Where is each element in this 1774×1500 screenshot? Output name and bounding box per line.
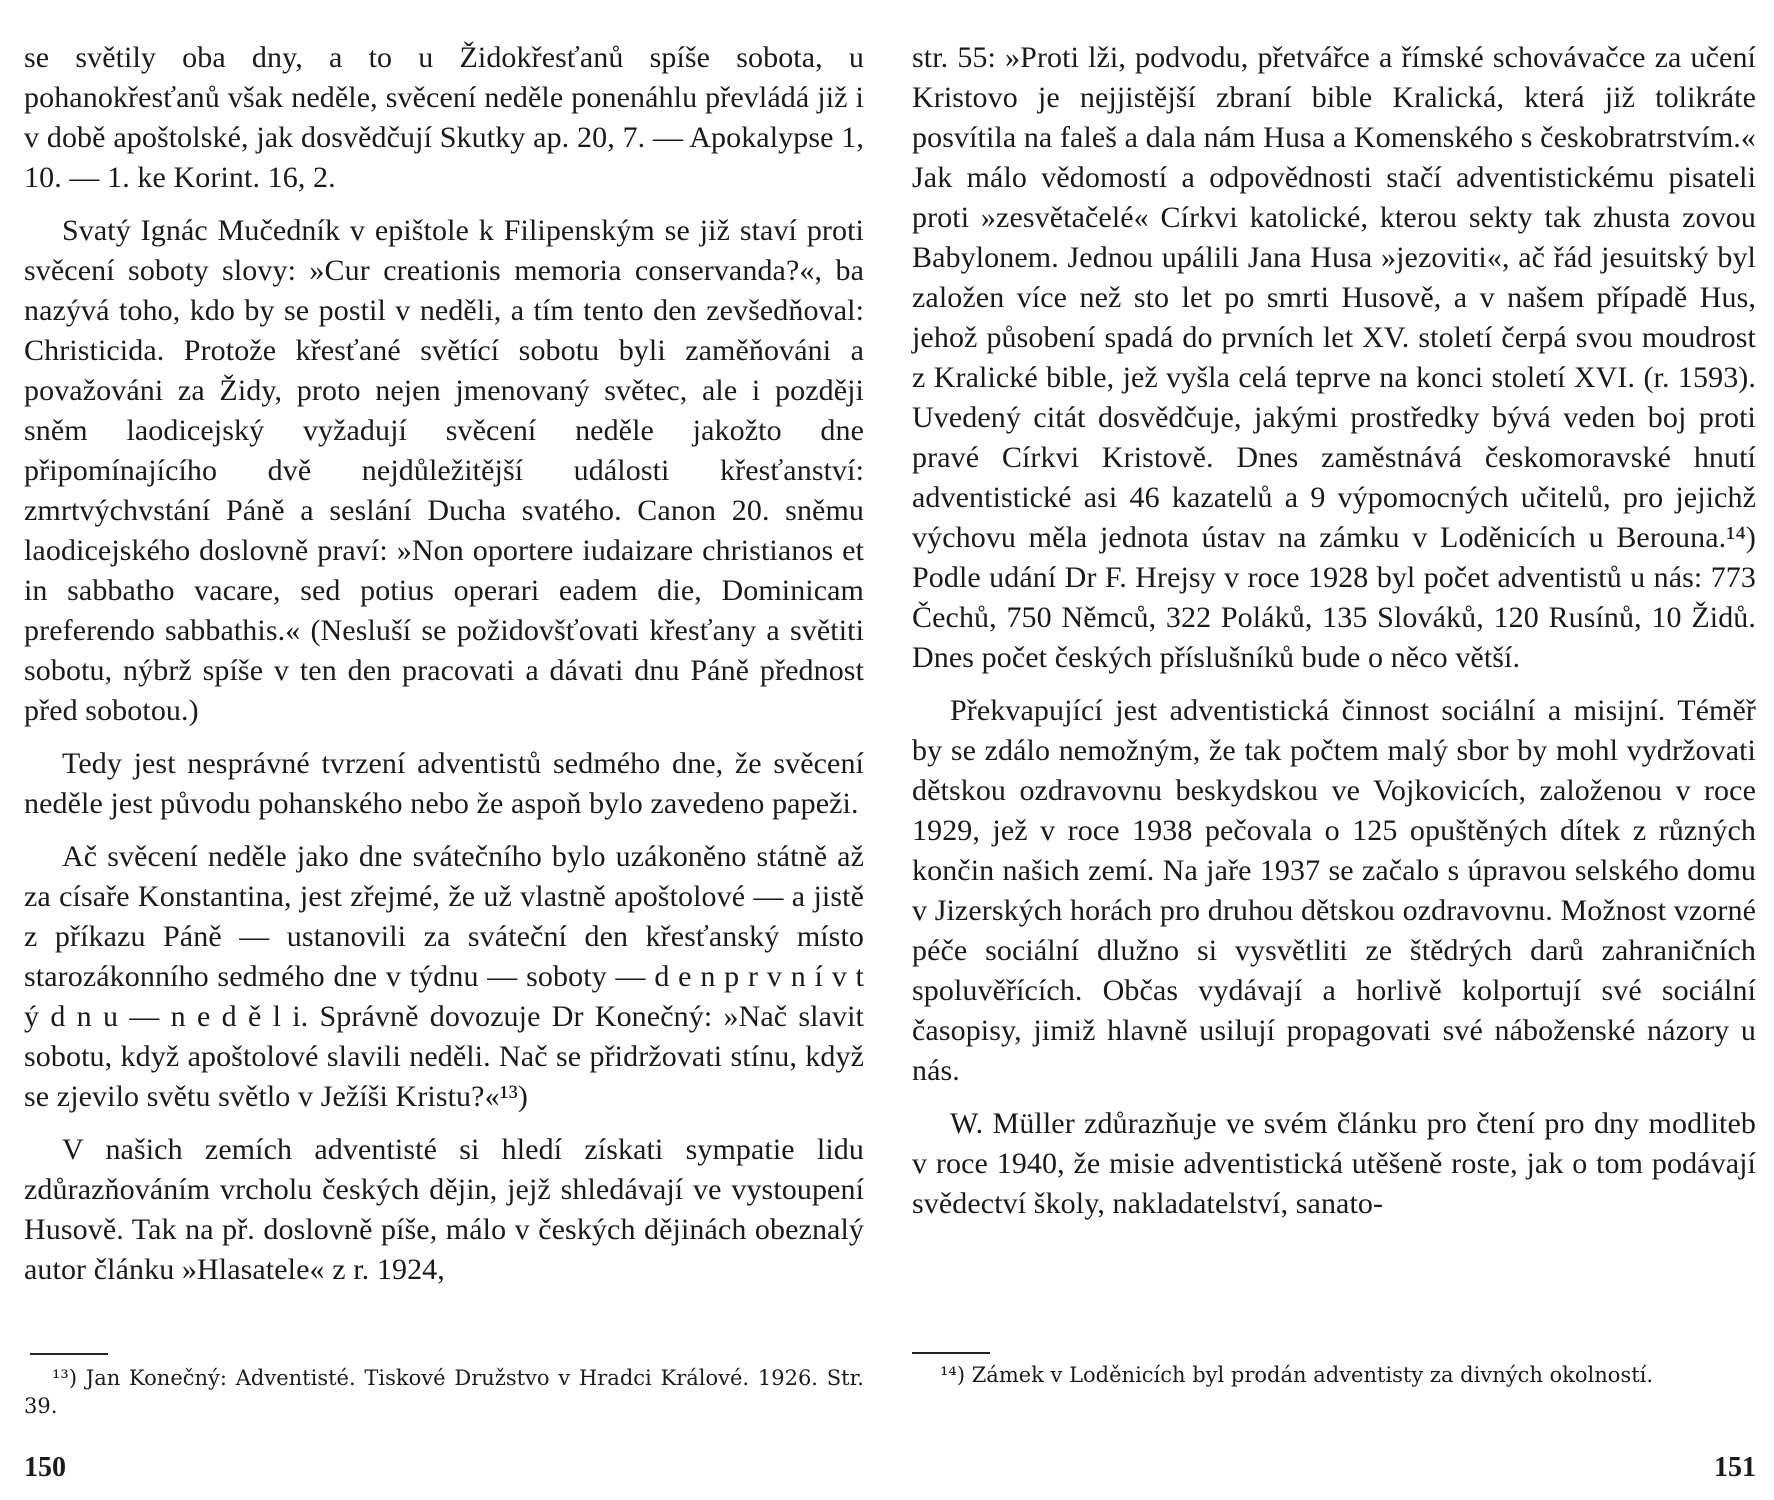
left-page xyxy=(24,0,864,1500)
right-page-number: 151 xyxy=(1714,1452,1756,1483)
right-body-text xyxy=(912,38,1756,1237)
left-footnote: ¹³) Jan Konečný: Adventisté. Tiskové Družstvo v Hradci Králové. 1926. Str. 39. xyxy=(24,1366,864,1418)
right-footnote: ¹⁴) Zámek v Loděnicích byl prodán adventisty za divných okolností. xyxy=(940,1363,1654,1387)
right-footnote-rule xyxy=(912,1352,990,1354)
left-paragraph-4: Ač svěcení neděle jako dne svátečního bylo uzákoněno státně až za císaře Konstantina, jest zřejmé, že už vlastně apoštolové — a jistě z příkazu Páně — ustanovili za sváteční den křesťanský místo starozákonního sedmého dne v týdnu — soboty — d e n p r v n í v t ý d n u — n e d ě l i. Správně dovozuje Dr Konečný: »Nač slavit sobotu, když apoštolové slavili neděli. Nač se přidržovati stínu, když se zjevilo světu světlo v Ježíši Kristu?«¹³) xyxy=(24,840,864,1113)
left-page-number: 150 xyxy=(24,1452,66,1483)
left-paragraph-5: V našich zemích adventisté si hledí získati sympatie lidu zdůrazňováním vrcholu českých dějin, jejž shledávají ve vystoupení Husově. Tak na př. doslovně píše, málo v českých dějinách obeznalý autor článku »Hlasatele« z r. 1924, xyxy=(24,1133,864,1286)
right-page xyxy=(912,0,1756,1500)
right-paragraph-3: W. Müller zdůrazňuje ve svém článku pro čtení pro dny modliteb v roce 1940, že misie adventistická utěšeně roste, jak o tom podávají svědectví školy, nakladatelství, sanato- xyxy=(912,1107,1756,1220)
right-paragraph-2: Překvapující jest adventistická činnost sociální a misijní. Téměř by se zdálo nemožným, že tak počtem malý sbor by mohl vydržovati dětskou ozdravovnu beskydskou ve Vojkovicích, založenou v roce 1929, jež v roce 1938 pečovala o 125 opuštěných dítek z různých končin našich zemí. Na jaře 1937 se začalo s úpravou selského domu v Jizerských horách pro druhou dětskou ozdravovnu. Možnost vzorné péče sociální dlužno si vysvětliti ze štědrých darů zahraničních spoluvěřících. Občas vydávají a horlivě kolportují své sociální časopisy, jimiž hlavně usilují propagovati své náboženské názory u nás. xyxy=(912,694,1756,1087)
right-paragraph-1: str. 55: »Proti lži, podvodu, přetvářce a římské schovávačce za učení Kristovo je nejjistější zbraní bible Kralická, která již tolikráte posvítila na faleš a dala nám Husa a Komenského s českobratrstvím.« Jak málo vědomostí a odpovědnosti stačí adventistickému pisateli proti »zesvětačelé« Církvi katolické, kterou sekty tak zhusta zovou Babylonem. Jednou upálili Jana Husa »jezoviti«, ač řád jesuitský byl založen více než sto let po smrti Husově, a v našem případě Hus, jehož působení spadá do prvních let XV. století čerpá svou moudrost z Kralické bible, jež vyšla celá teprve na konci století XVI. (r. 1593). Uvedený citát dosvědčuje, jakými prostředky bývá veden boj proti pravé Církvi Kristově. Dnes zaměstnává českomoravské hnutí adventistické asi 46 kazatelů a 9 výpomocných učitelů, pro jejichž výchovu měla jednota ústav na zámku v Loděnicích u Berouna.¹⁴) Podle udání Dr F. Hrejsy v roce 1928 byl počet adventistů u nás: 773 Čechů, 750 Němců, 322 Poláků, 135 Slováků, 120 Rusínů, 10 Židů. Dnes počet českých příslušníků bude o něco větší. xyxy=(912,41,1756,674)
left-paragraph-3: Tedy jest nesprávné tvrzení adventistů sedmého dne, že svěcení neděle jest původu pohanského nebo že aspoň bylo zavedeno papeži. xyxy=(24,747,864,820)
left-paragraph-1: se světily oba dny, a to u Židokřesťanů spíše sobota, u pohanokřesťanů však neděle, svěcení neděle ponenáhlu převládá již i v době apoštolské, jak dosvědčují Skutky ap. 20, 7. — Apokalypse 1, 10. — 1. ke Korint. 16, 2. xyxy=(24,41,864,194)
left-footnote-rule xyxy=(30,1353,108,1355)
left-body-text xyxy=(24,38,864,1303)
left-paragraph-2: Svatý Ignác Mučedník v epištole k Filipenským se již staví proti svěcení soboty slovy: »Cur creationis memoria conservanda?«, ba nazývá toho, kdo by se postil v neděli, a tím tento den zevšedňoval: Christicida. Protože křesťané světící sobotu byli zaměňováni a považováni za Židy, proto nejen jmenovaný světec, ale i později sněm laodicejský vyžadují svěcení neděle jakožto dne připomínajícího dvě nejdůležitější události křesťanství: zmrtvýchvstání Páně a seslání Ducha svatého. Canon 20. sněmu laodicejského doslovně praví: »Non oportere iudaizare christianos et in sabbatho vacare, sed potius operari eadem die, Dominicam preferendo sabbathis.« (Nesluší se požidovšťovati křesťany a světiti sobotu, nýbrž spíše v ten den pracovati a dávati dnu Páně přednost před sobotou.) xyxy=(24,214,864,727)
